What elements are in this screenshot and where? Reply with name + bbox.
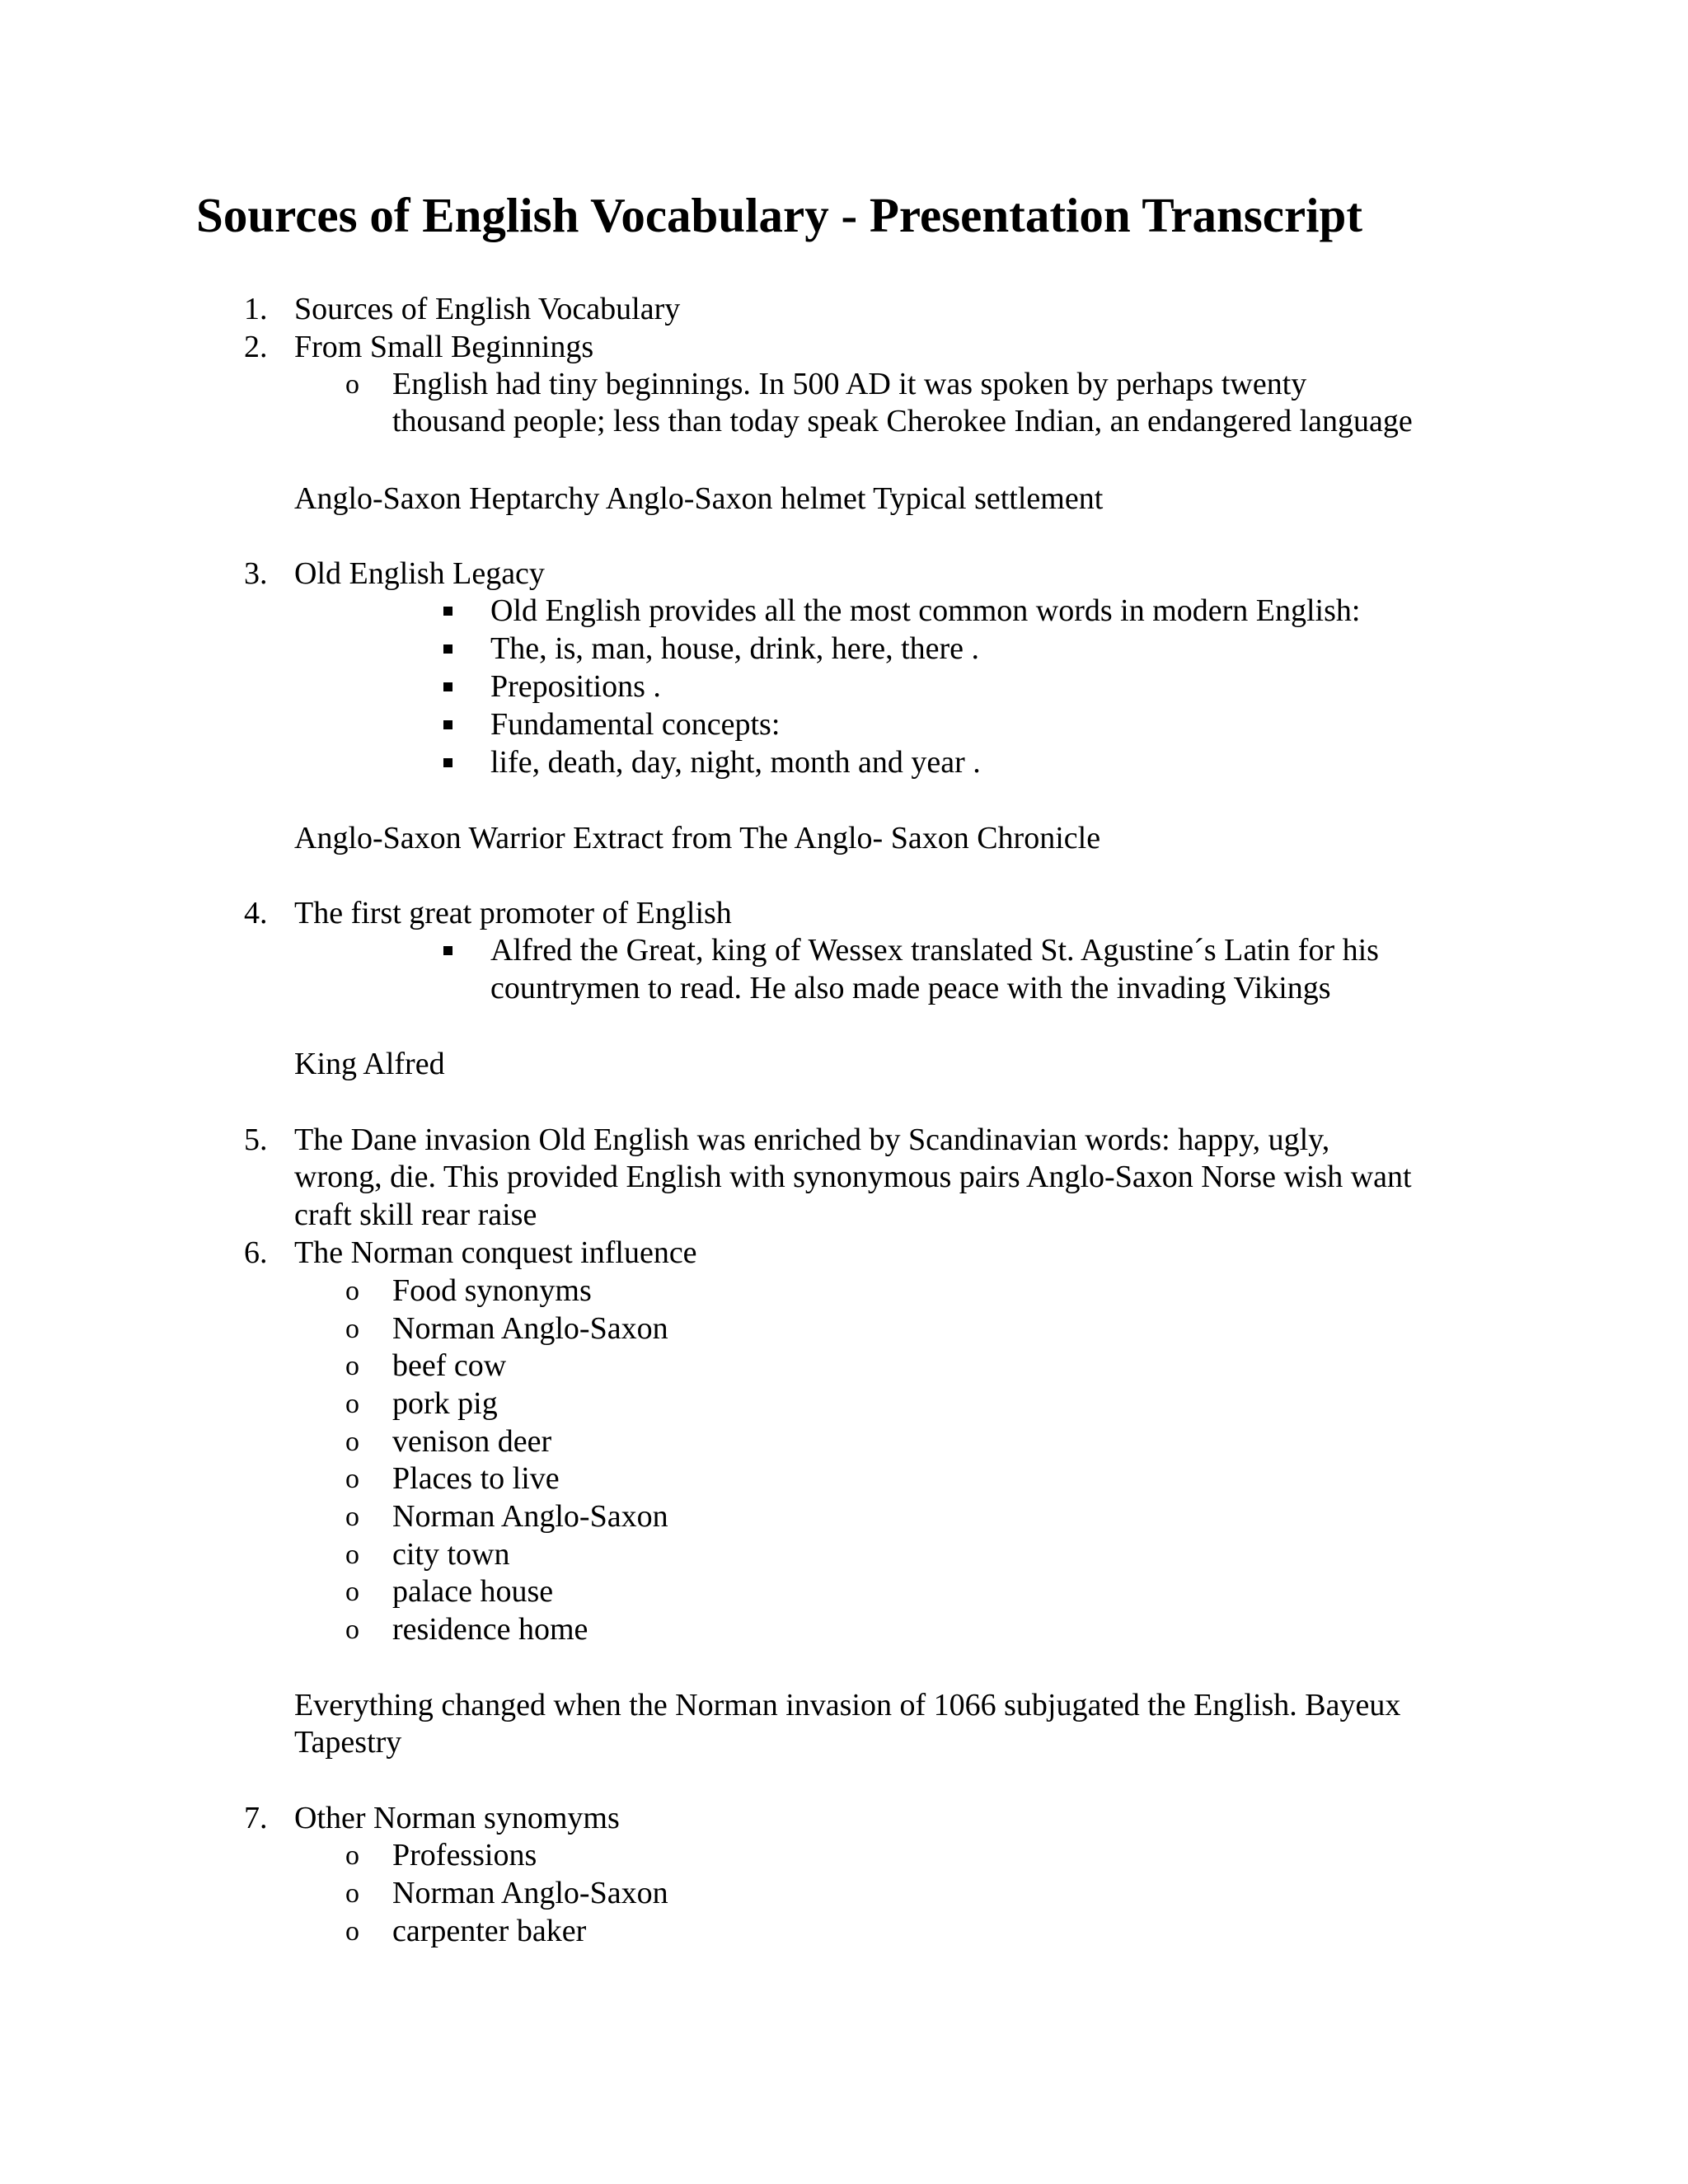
circle-bullet-icon: o [345, 1427, 359, 1457]
sub-item-text: Norman Anglo-Saxon [392, 1876, 668, 1910]
circle-bullet-icon: o [345, 1464, 359, 1494]
sub-item-text: Places to live [392, 1461, 560, 1496]
circle-bullet-icon: o [345, 1577, 359, 1607]
sub-item-text: Norman Anglo-Saxon [392, 1311, 668, 1346]
bullet-text: Prepositions . [490, 669, 661, 704]
sub-item-text: English had tiny beginnings. In 500 AD it was spoken by perhaps twenty [392, 367, 1307, 401]
sub-item-text: Food synonyms [392, 1273, 592, 1308]
page-title: Sources of English Vocabulary - Presentation Transcript [196, 188, 1363, 242]
circle-bullet-icon: o [345, 369, 359, 400]
square-bullet-icon [443, 644, 452, 654]
sub-item-text: beef cow [392, 1348, 507, 1383]
sub-item-text: pork pig [392, 1386, 498, 1421]
circle-bullet-icon: o [345, 1540, 359, 1570]
square-bullet-icon [443, 607, 452, 616]
circle-bullet-icon: o [345, 1351, 359, 1381]
circle-bullet-icon: o [345, 1916, 359, 1947]
sub-item-text: palace house [392, 1574, 554, 1609]
sub-item-text: carpenter baker [392, 1914, 587, 1948]
caption-paragraph: Anglo-Saxon Warrior Extract from The Anglo- Saxon Chronicle [294, 821, 1101, 855]
bullet-text: Old English provides all the most common words in modern English: [490, 593, 1361, 628]
list-item-7: Other Norman synomyms [294, 1801, 620, 1835]
item-number: 5. [244, 1122, 268, 1157]
bullet-text: life, death, day, night, month and year . [490, 745, 981, 780]
list-item-5: The Dane invasion Old English was enriched by Scandinavian words: happy, ugly, [294, 1122, 1330, 1157]
square-bullet-icon [443, 758, 452, 767]
item-number: 3. [244, 556, 268, 591]
bullet-text: The, is, man, house, drink, here, there . [490, 631, 980, 666]
list-item-4: The first great promoter of English [294, 896, 732, 930]
item-number: 4. [244, 896, 268, 930]
circle-bullet-icon: o [345, 1276, 359, 1306]
circle-bullet-icon: o [345, 1314, 359, 1344]
item-number: 6. [244, 1235, 268, 1270]
circle-bullet-icon: o [345, 1502, 359, 1532]
circle-bullet-icon: o [345, 1878, 359, 1909]
caption-paragraph: Anglo-Saxon Heptarchy Anglo-Saxon helmet Typical settlement [294, 481, 1104, 516]
bullet-text: Alfred the Great, king of Wessex translated St. Agustine´s Latin for his [490, 933, 1379, 968]
sub-item-text: Norman Anglo-Saxon [392, 1499, 668, 1534]
circle-bullet-icon: o [345, 1615, 359, 1645]
item-number: 1. [244, 292, 268, 326]
caption-paragraph: King Alfred [294, 1047, 445, 1081]
circle-bullet-icon: o [345, 1840, 359, 1871]
list-item-2: From Small Beginnings [294, 330, 594, 364]
caption-paragraph: Tapestry [294, 1725, 402, 1760]
list-item-5-cont: craft skill rear raise [294, 1197, 537, 1232]
sub-item-text: thousand people; less than today speak Cherokee Indian, an endangered language [392, 404, 1413, 438]
sub-item-text: residence home [392, 1612, 588, 1647]
circle-bullet-icon: o [345, 1389, 359, 1419]
list-item-6: The Norman conquest influence [294, 1235, 697, 1270]
list-item-5-cont: wrong, die. This provided English with synonymous pairs Anglo-Saxon Norse wish want [294, 1160, 1412, 1194]
list-item-1: Sources of English Vocabulary [294, 292, 681, 326]
item-number: 2. [244, 330, 268, 364]
list-item-3: Old English Legacy [294, 556, 545, 591]
item-number: 7. [244, 1801, 268, 1835]
caption-paragraph: Everything changed when the Norman invasion of 1066 subjugated the English. Bayeux [294, 1688, 1401, 1722]
sub-item-text: venison deer [392, 1424, 552, 1459]
bullet-text: countrymen to read. He also made peace with the invading Vikings [490, 971, 1331, 1005]
bullet-text: Fundamental concepts: [490, 707, 781, 742]
sub-item-text: Professions [392, 1838, 537, 1872]
sub-item-text: city town [392, 1537, 510, 1572]
square-bullet-icon [443, 946, 452, 955]
square-bullet-icon [443, 720, 452, 729]
square-bullet-icon [443, 682, 452, 691]
